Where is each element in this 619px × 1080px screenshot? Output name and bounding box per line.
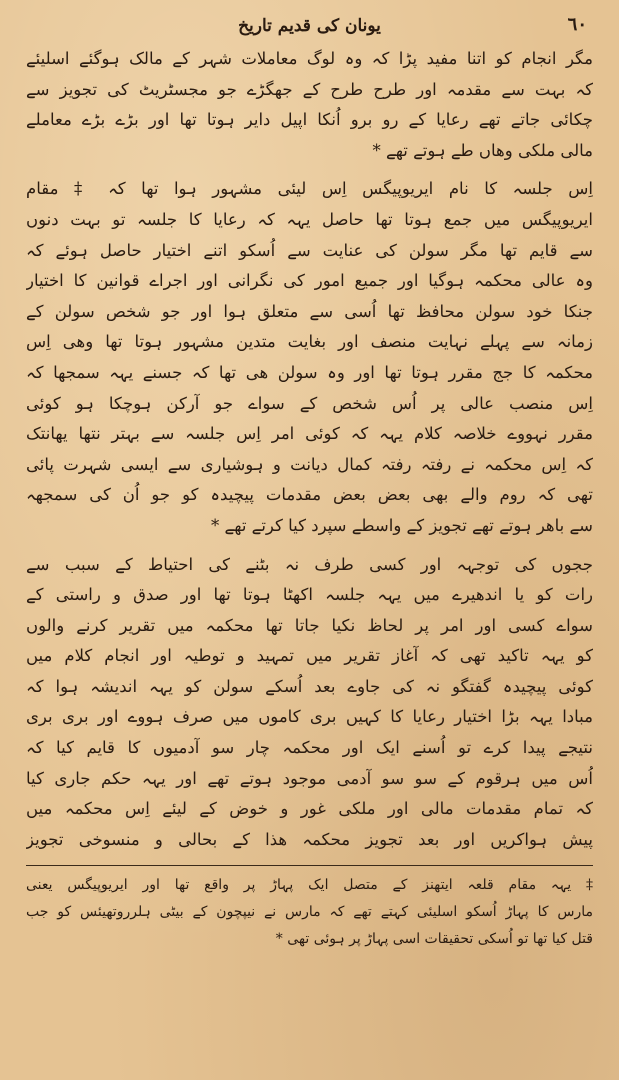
text-line: زمانہ سے پہلے نہایت منصف اور بغایت متدین مشہور ہوتا تھا وھی اِس <box>26 332 593 352</box>
text-line: سے قایم تھا مگر سولن کی عنایت سے اُسکو اتنے اختیار حاصل ہوئے کہ <box>26 240 593 260</box>
text-line: مقرر نہووے خلاصہ کلام یہہ کہ کوئی امر اِس جلسہ سے بہتر نتھا یھانتک <box>26 424 593 444</box>
text-line: چکائی جاتے تھے رعایا کے رو برو اُنکا اپیل دایر ہوتا تھا اور بڑے بڑے معاملے <box>26 110 593 130</box>
text-line: کہ تمام مقدمات مالی اور ملکی غور و خوض کے لیئے اِس محکمہ میں <box>26 799 593 819</box>
text-line: رات کو یا اندھیرے میں یہہ جلسہ اکھٹا ہوتا تھا اور صدق و راستی کے <box>26 585 593 605</box>
text-line: محکمہ کا جج مقرر ہوتا تھا اور وہ سولن ھی تھا کہ جسنے یہہ سمجھا کہ <box>26 362 593 382</box>
page-number: ٦٠ <box>567 14 587 35</box>
text-line: جنکا خود سولن محافظ تھا اُسی سے متعلق ہوا اور جو شخص سولن کے <box>26 301 593 321</box>
text-line: سواے کسی اور امر پر لحاظ نکیا جاتا تھا محکمہ میں تقریر کرنے والوں <box>26 615 593 635</box>
text-line: اُس میں ہرقوم کے سو سو آدمی موجود ہوتے تھے اور یہہ حکم جاری کیا <box>26 768 593 788</box>
page-header <box>26 10 593 44</box>
text-line: تھی کہ روم والے بھی بعض بعض مقدمات پیچیدہ کو جو اُن کی سمجھہ <box>26 485 593 505</box>
paragraph-gap <box>26 166 593 174</box>
paragraph-gap <box>26 542 593 550</box>
text-line: کو یہہ تاکید تھی کہ آغاز تقریر میں تمہید و توطیہ اور انجام کلام میں <box>26 646 593 666</box>
footnote-line: ‡ یہہ مقام قلعہ ایتھنز کے متصل ایک پہاڑ پر واقع تھا اور ایریوپیگس یعنی <box>26 877 593 894</box>
text-line: پیش ہواکریں اور بعد تجویز محکمہ ھذا کے بحالی و منسوخی تجویز <box>26 829 593 849</box>
text-line: سے باھر ہوتے تھے تجویز کے واسطے سپرد کیا کرتے تھے * <box>211 515 593 535</box>
main-text <box>26 44 593 855</box>
footnote <box>26 872 593 953</box>
text-line: مبادا یہہ بڑا اختیار رعایا کا کہیں بری کاموں میں صرف ہووے اور بری بری <box>26 707 593 727</box>
text-line: کہ اِس محکمہ نے رفتہ رفتہ کمال دیانت و ہوشیاری سے ایسی شہرت پائی <box>26 454 593 474</box>
text-line: ججوں کی توجہہ اور کسی طرف نہ بٹنے کی احتیاط کے سبب سے <box>26 554 593 574</box>
footnote-divider <box>26 865 593 866</box>
text-line: مالی ملکی وھاں طے ہوتے تھے * <box>372 140 593 160</box>
text-line: کہ بہت سے مقدمہ اور طرح طرح کے جھگڑے جو مجسٹریٹ کی تجویز سے <box>26 79 593 99</box>
text-line: کوئی پیچیدہ گفتگو نہ کی جاوے بعد اُسکے سولن کو یہہ اندیشہ ہوا کہ <box>26 676 593 696</box>
text-line: اِس منصب عالی پر اُس شخص کے سواے جو آرکن ہوچکا ہو کوئی <box>26 393 593 413</box>
text-line: اِس جلسہ کا نام ایریوپیگس اِس لیئی مشہور ہوا تھا کہ ‡ مقام <box>26 179 593 199</box>
text-line: ایریوپیگس میں جمع ہوتا تھا حاصل یہہ کہ رعایا کا جلسہ تو بہت دنوں <box>26 209 593 229</box>
running-title: یونان کی قدیم تاریخ <box>238 16 381 36</box>
text-line: مگر انجام کو اتنا مفید پڑا کہ وہ لوگ معاملات شہر کے مالک ہوگئے اسلیئے <box>26 49 593 68</box>
footnote-line: قتل کیا تھا تو اُسکی تحقیقات اسی پہاڑ پر ہوئی تھی * <box>275 931 593 948</box>
footnote-line: مارس کا پہاڑ اُسکو اسلیئی کہتے تھے کہ مارس نے نیپچون کے بیٹی ہلرروتھیئس کو جب <box>26 904 593 921</box>
text-line: وہ عالی محکمہ ہوگیا اور جمیع امور کی نگرانی اور اجراے قوانین کا اختیار <box>26 271 593 291</box>
text-line: نتیجے پیدا کرے تو اُسنے ایک اور محکمہ چار سو آدمیوں کا قایم کیا کہ <box>26 738 593 758</box>
